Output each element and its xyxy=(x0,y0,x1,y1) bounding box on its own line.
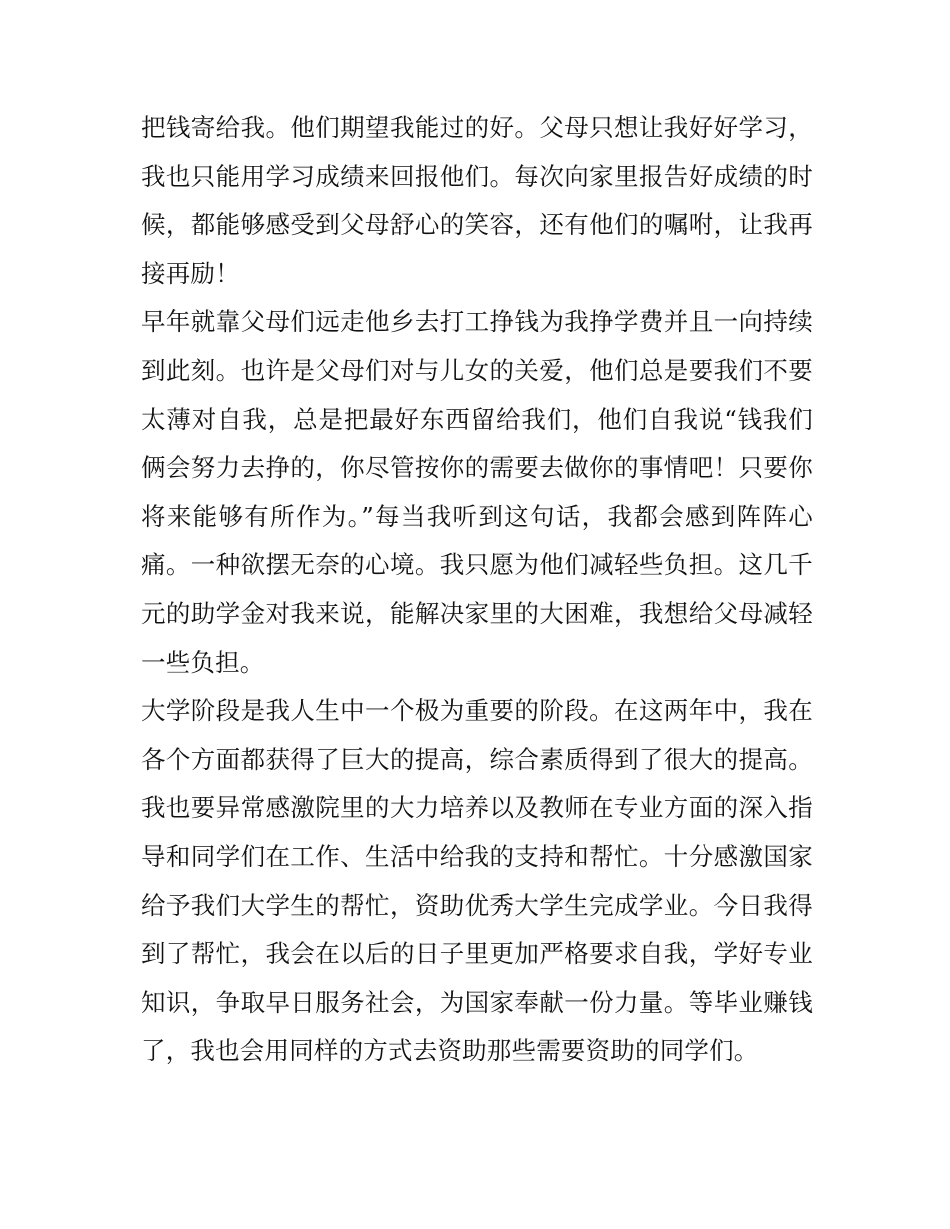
text-line: 各个方面都获得了巨大的提高，综合素质得到了很大的提高。 xyxy=(141,744,813,774)
text-line: 俩会努力去挣的，你尽管按你的需要去做你的事情吧！只要你 xyxy=(141,453,813,483)
text-line: 接再励！ xyxy=(141,258,240,288)
text-line: 一些负担。 xyxy=(141,647,265,677)
text-line: 了，我也会用同样的方式去资助那些需要资助的同学们。 xyxy=(141,1036,759,1066)
text-line: 痛。一种欲摆无奈的心境。我只愿为他们减轻些负担。这几千 xyxy=(141,550,813,580)
text-line: 到了帮忙，我会在以后的日子里更加严格要求自我，学好专业 xyxy=(141,939,813,969)
text-line: 我也只能用学习成绩来回报他们。每次向家里报告好成绩的时 xyxy=(141,161,813,191)
text-line: 给予我们大学生的帮忙，资助优秀大学生完成学业。今日我得 xyxy=(141,890,813,920)
paragraph-2 xyxy=(141,298,813,687)
text-line: 大学阶段是我人生中一个极为重要的阶段。在这两年中，我在 xyxy=(141,696,813,726)
text-line: 我也要异常感激院里的大力培养以及教师在专业方面的深入指 xyxy=(141,793,813,823)
text-line: 太薄对自我，总是把最好东西留给我们，他们自我说“钱我们 xyxy=(141,404,813,434)
document-body xyxy=(141,104,813,1076)
paragraph-1 xyxy=(141,104,813,298)
paragraph-3 xyxy=(141,687,813,1076)
text-line: 早年就靠父母们远走他乡去打工挣钱为我挣学费并且一向持续 xyxy=(141,307,813,337)
text-line: 到此刻。也许是父母们对与儿女的关爱，他们总是要我们不要 xyxy=(141,355,813,385)
text-line: 知识，争取早日服务社会，为国家奉献一份力量。等毕业赚钱 xyxy=(141,987,813,1017)
text-line: 元的助学金对我来说，能解决家里的大困难，我想给父母减轻 xyxy=(141,598,813,628)
text-line: 候，都能够感受到父母舒心的笑容，还有他们的嘱咐，让我再 xyxy=(141,210,813,240)
text-line: 导和同学们在工作、生活中给我的支持和帮忙。十分感激国家 xyxy=(141,841,813,871)
text-line: 把钱寄给我。他们期望我能过的好。父母只想让我好好学习， xyxy=(141,113,813,142)
text-line: 将来能够有所作为。”每当我听到这句话，我都会感到阵阵心 xyxy=(141,501,813,531)
